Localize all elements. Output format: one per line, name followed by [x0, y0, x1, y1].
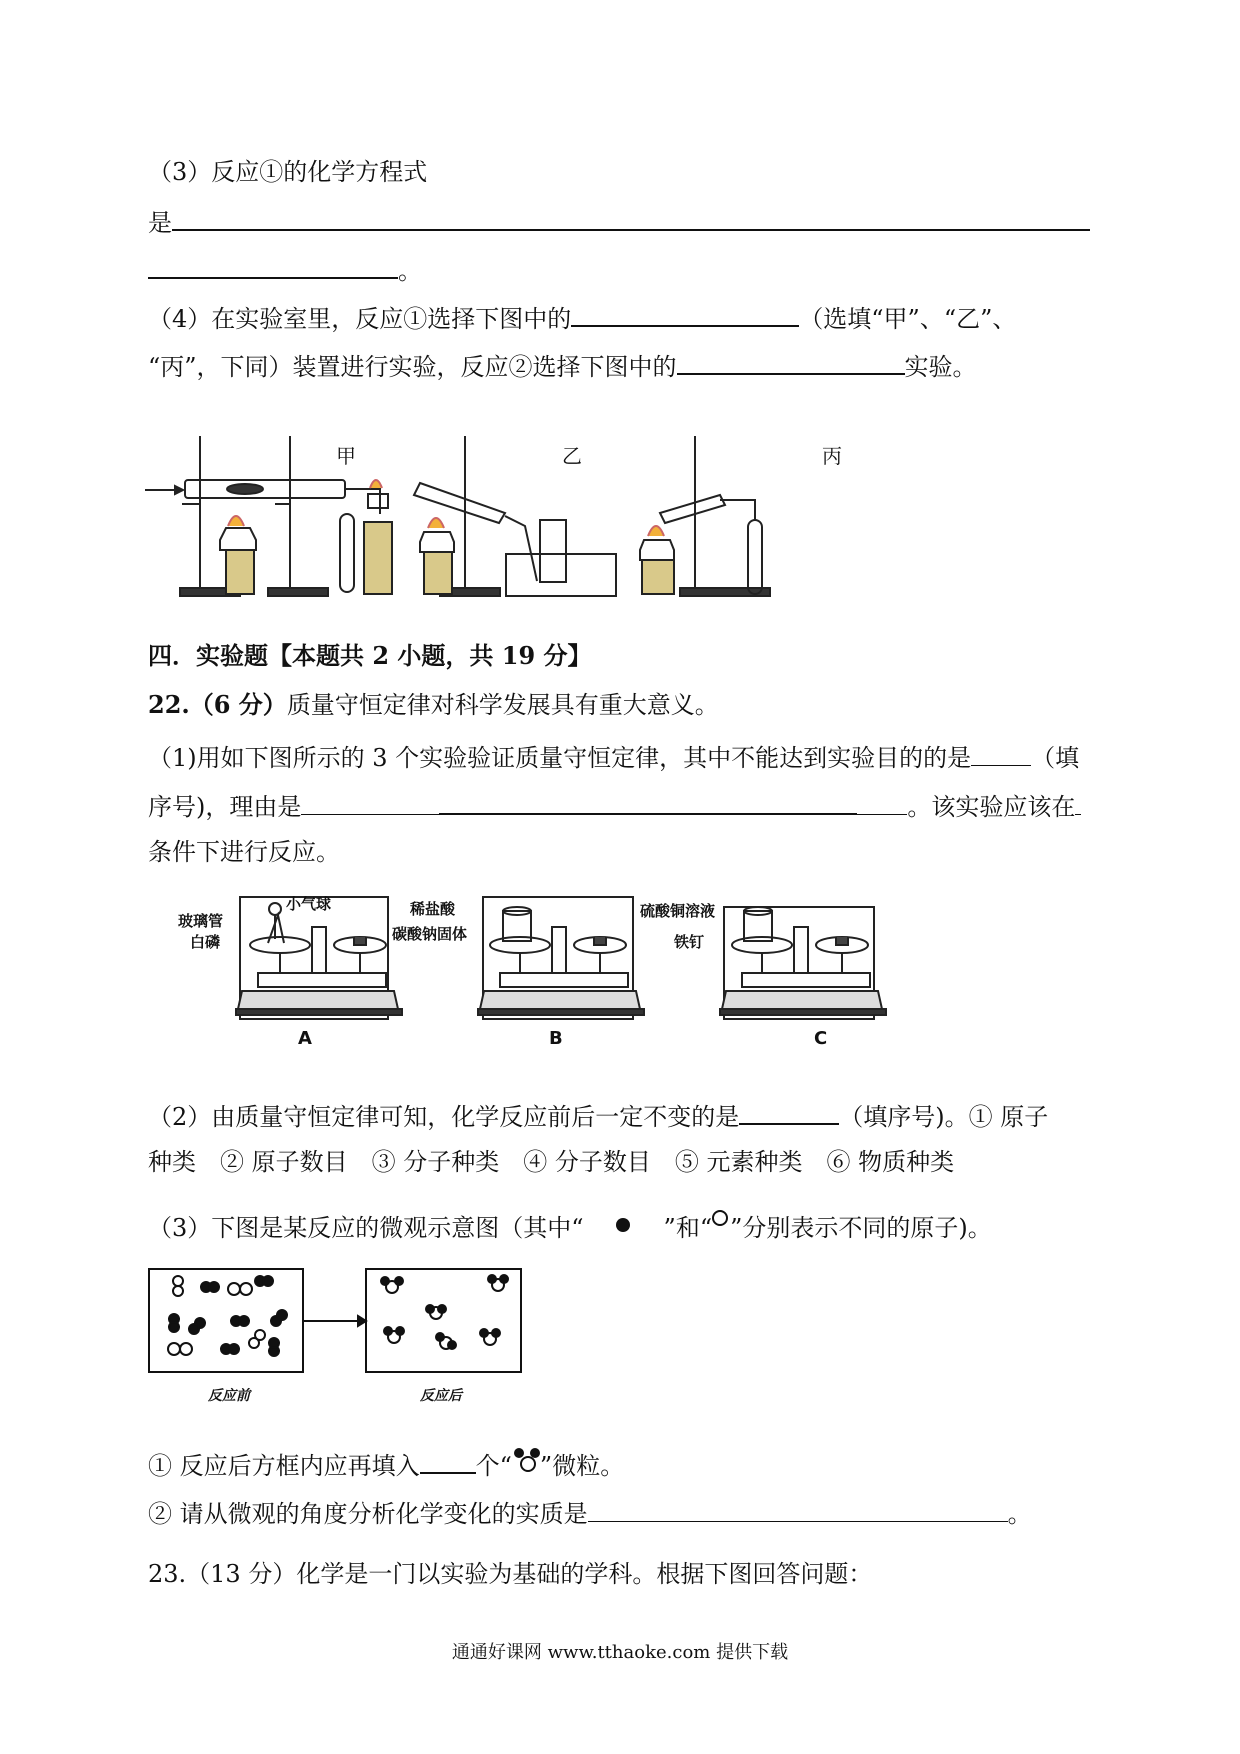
label-small-balloon: 小气球	[286, 895, 332, 913]
q22-part3-ii-text: ② 请从微观的角度分析化学变化的实质是	[148, 1500, 588, 1528]
q22-part1-line3: 条件下进行反应。	[148, 838, 340, 866]
period: 。	[398, 257, 422, 285]
q22-stem: 质量守恒定律对科学发展具有重大意义。	[286, 691, 719, 719]
label-dilute-hcl: 稀盐酸	[410, 900, 456, 918]
period: 。	[1007, 1500, 1032, 1528]
page-footer: 通通好课网 www.tthaoke.com 提供下载	[451, 1642, 789, 1663]
q22-part3-i-count: 个“	[475, 1452, 512, 1480]
q21-part4-text: （4）在实验室里，反应①选择下图中的	[148, 305, 572, 333]
apparatus-label-bing: 丙	[822, 444, 842, 468]
answer-blank[interactable]	[420, 1446, 476, 1474]
label-iron-nail: 铁钉	[674, 933, 705, 951]
q22-part3-ii	[148, 1495, 1032, 1530]
q21-part3-line3	[148, 251, 422, 287]
answer-blank[interactable]	[172, 203, 1090, 231]
micro-reaction-diagram	[148, 1265, 528, 1385]
q22-heading	[148, 689, 719, 721]
balance-caption-b: B	[549, 1028, 563, 1049]
label-copper-sulfate: 硫酸铜溶液	[640, 902, 716, 920]
apparatus-figure	[140, 428, 880, 603]
q21-part3-line1	[148, 156, 427, 188]
q22-part3-line	[148, 1212, 992, 1244]
q21-part4-text2: “丙”，下同）装置进行实验，反应②选择下图中的	[148, 353, 677, 381]
q21-part3-line2	[148, 203, 1090, 239]
answer-blank[interactable]	[148, 251, 398, 279]
label-sodium-carbonate: 碳酸钠固体	[392, 925, 468, 943]
answer-blank[interactable]	[439, 787, 857, 815]
q22-part3-and: ”和“	[663, 1214, 713, 1242]
answer-blank[interactable]	[677, 347, 905, 375]
answer-blank[interactable]	[301, 788, 439, 815]
box-caption-before: 反应前	[208, 1388, 250, 1404]
balance-caption-a: A	[298, 1028, 312, 1049]
apparatus-label-jia: 甲	[336, 444, 356, 468]
q22-part1-text: （1)用如下图所示的 3 个实验验证质量守恒定律，其中不能达到实验目的的是	[148, 744, 972, 772]
q22-part3-text: （3）下图是某反应的微观示意图（其中“	[148, 1214, 584, 1242]
q22-part1-line2	[148, 787, 1081, 823]
answer-blank[interactable]	[971, 739, 1031, 766]
q21-part4-options: （选填“甲”、“乙”、	[799, 305, 1017, 333]
label-glass-tube: 玻璃管	[178, 912, 224, 930]
q22-part3-i	[148, 1446, 624, 1482]
q22-part3-end: ”分别表示不同的原子)。	[730, 1214, 992, 1242]
section-heading: 四．实验题【本题共 2 小题，共 19 分】	[148, 641, 592, 670]
answer-blank[interactable]	[588, 1495, 1008, 1522]
q22-part1-line1	[148, 739, 1079, 774]
q22-part1-reason: 序号)，理由是	[148, 793, 302, 821]
box-caption-after: 反应后	[420, 1388, 462, 1404]
answer-blank[interactable]	[1075, 788, 1081, 815]
answer-blank[interactable]	[857, 788, 907, 815]
q22-part3-i-text: ① 反应后方框内应再填入	[148, 1452, 420, 1480]
q22-part1-condition: 。该实验应该在	[907, 793, 1076, 821]
q21-part3-text: （3）反应①的化学方程式	[148, 158, 428, 186]
q22-part1-fill: （填	[1031, 744, 1080, 772]
q22-part2-fill: （填序号)。① 原子	[839, 1103, 1049, 1131]
balance-caption-c: C	[814, 1028, 828, 1049]
q21-part3-prefix: 是	[148, 209, 172, 237]
apparatus-label-yi: 乙	[562, 444, 582, 468]
answer-blank[interactable]	[739, 1097, 839, 1125]
q22-number: 22.（6 分）	[148, 690, 287, 719]
label-white-phosphorus: 白磷	[190, 933, 221, 951]
q21-part4-line1	[148, 299, 1016, 335]
q23-stem: 23.（13 分）化学是一门以实验为基础的学科。根据下图回答问题：	[148, 1560, 873, 1588]
q22-part2-line1	[148, 1097, 1048, 1133]
q21-part4-end: 实验。	[904, 353, 977, 381]
q22-part2-text: （2）由质量守恒定律可知，化学反应前后一定不变的是	[148, 1103, 740, 1131]
balance-figure	[150, 895, 910, 1045]
q22-part3-i-end: ”微粒。	[539, 1452, 625, 1480]
q21-part4-line2	[148, 347, 977, 383]
answer-blank[interactable]	[571, 299, 799, 327]
q22-part2-line2: 种类 ② 原子数目 ③ 分子种类 ④ 分子数目 ⑤ 元素种类 ⑥ 物质种类	[148, 1148, 955, 1176]
